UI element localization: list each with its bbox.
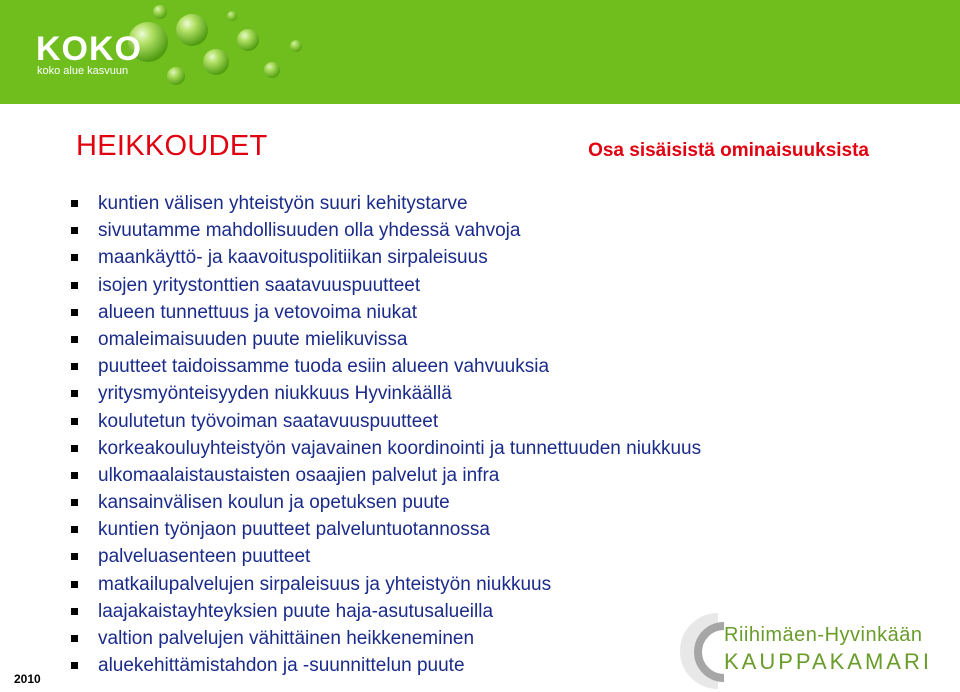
bullet-icon: [71, 227, 78, 234]
bullet-icon: [71, 363, 78, 370]
list-item: [70, 380, 701, 407]
bullet-icon: [71, 390, 78, 397]
list-item-text: kuntien välisen yhteistyön suuri kehitystarve: [98, 193, 468, 214]
bullet-icon: [71, 336, 78, 343]
chamber-name-line1: Riihimäen-Hyvinkään: [724, 624, 923, 646]
list-item-text: sivuutamme mahdollisuuden olla yhdessä vahvoja: [98, 220, 521, 242]
list-item: [70, 489, 701, 516]
page-subtitle: Osa sisäisistä ominaisuuksista: [588, 140, 869, 161]
bullet-icon: [71, 445, 78, 452]
list-item: [70, 326, 701, 353]
header-banner: [0, 0, 960, 104]
list-item-text: ulkomaalaistaustaisten osaajien palvelut ja infra: [98, 464, 500, 486]
list-item-text: korkeakouluyhteistyön vajavainen koordinointi ja tunnettuuden niukkuus: [98, 437, 702, 459]
list-item: [70, 462, 701, 489]
list-item-text: matkailupalvelujen sirpaleisuus ja yhteistyön niukkuus: [98, 573, 552, 595]
list-item: [70, 353, 701, 380]
weakness-list: [70, 190, 701, 679]
bullet-icon: [71, 254, 78, 261]
year-label: 2010: [14, 672, 41, 686]
bullet-icon: [71, 499, 78, 506]
list-item-text: aluekehittämistahdon ja -suunnittelun puute: [98, 655, 465, 677]
list-item: [70, 272, 701, 299]
bullet-icon: [71, 526, 78, 533]
list-item-text: omaleimaisuuden puute mielikuvissa: [98, 328, 408, 350]
bullet-icon: [71, 553, 78, 560]
list-item: [70, 217, 701, 244]
logo-name: KOKO: [36, 30, 142, 68]
bullet-icon: [71, 472, 78, 479]
list-item-text: kansainvälisen koulun ja opetuksen puute: [98, 492, 450, 514]
list-item: [70, 571, 701, 598]
list-item: [70, 299, 701, 326]
bullet-icon: [71, 309, 78, 316]
bullet-icon: [71, 200, 78, 207]
bullet-icon: [71, 662, 78, 669]
list-item-text: laajakaistayhteyksien puute haja-asutusalueilla: [98, 600, 494, 622]
list-item-text: isojen yritystonttien saatavuuspuutteet: [98, 274, 421, 296]
list-item: [70, 652, 701, 679]
list-item: [70, 598, 701, 625]
bullet-icon: [71, 608, 78, 615]
page-title: HEIKKOUDET: [76, 130, 268, 162]
list-item: [70, 516, 701, 543]
list-item: [70, 625, 701, 652]
list-item: [70, 190, 701, 217]
list-item: [70, 543, 701, 570]
bullet-icon: [71, 418, 78, 425]
logo-tagline: koko alue kasvuun: [37, 65, 129, 77]
bullet-icon: [71, 635, 78, 642]
list-item-text: kuntien työnjaon puutteet palveluntuotannossa: [98, 519, 490, 541]
list-item: [70, 244, 701, 271]
bubbles-decoration: [0, 0, 960, 104]
bullet-icon: [71, 581, 78, 588]
list-item-text: palveluasenteen puutteet: [98, 546, 311, 568]
list-item-text: maankäyttö- ja kaavoituspolitiikan sirpaleisuus: [98, 247, 488, 269]
list-item-text: valtion palvelujen vähittäinen heikkeneminen: [98, 628, 475, 649]
list-item-text: puutteet taidoissamme tuoda esiin alueen vahvuuksia: [98, 356, 550, 378]
list-item: [70, 408, 701, 435]
list-item: [70, 435, 701, 462]
list-item-text: yritysmyönteisyyden niukkuus Hyvinkäällä: [98, 383, 452, 405]
list-item-text: koulutetun työvoiman saatavuuspuutteet: [98, 410, 439, 432]
list-item-text: alueen tunnettuus ja vetovoima niukat: [98, 301, 417, 323]
bullet-icon: [71, 282, 78, 289]
chamber-name-line2: KAUPPAKAMARI: [724, 649, 932, 674]
